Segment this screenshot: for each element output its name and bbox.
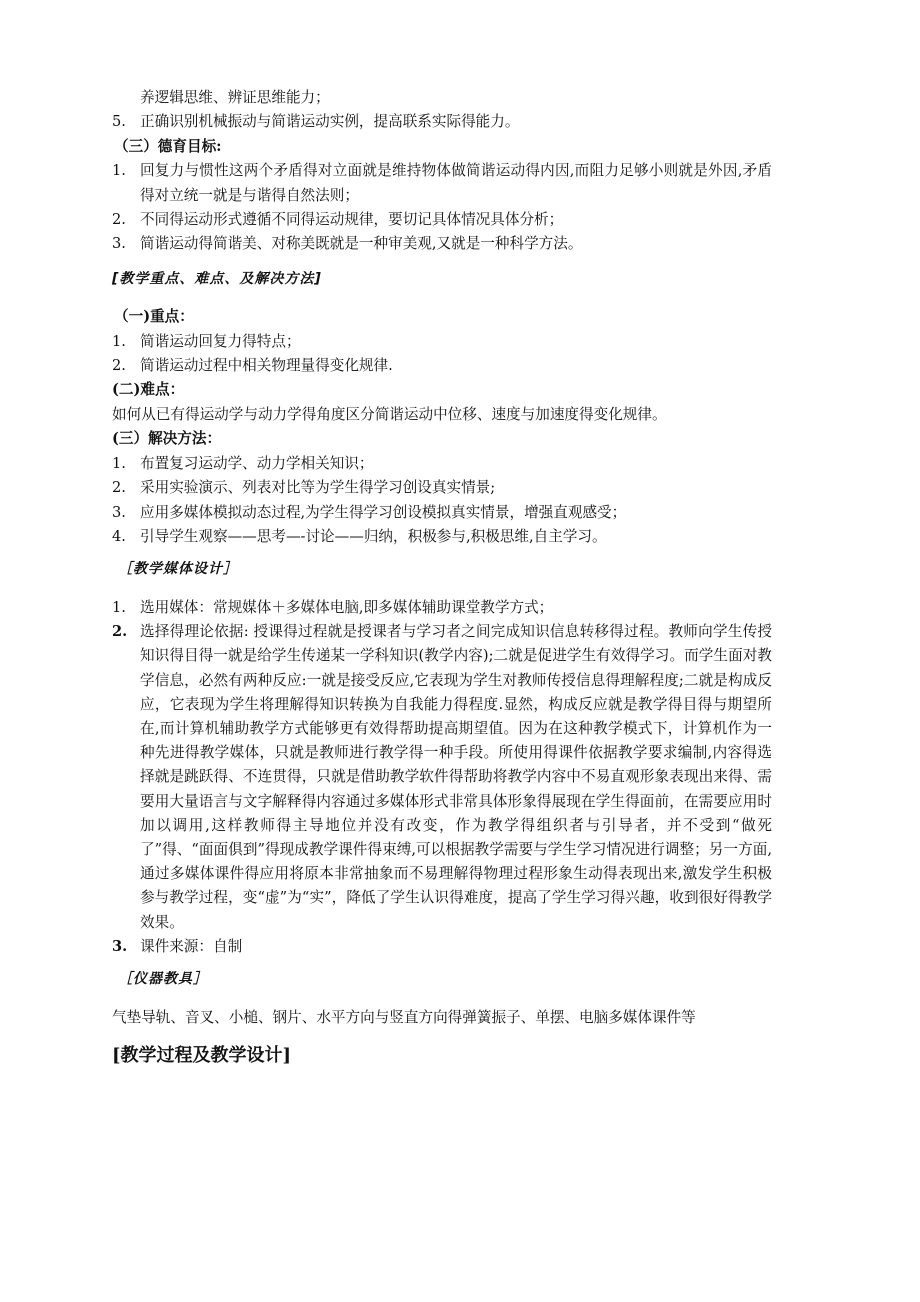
list-item [112, 232, 772, 256]
document-page [112, 86, 772, 1082]
item-text: 正确识别机械振动与简谐运动实例，提高联系实际得能力。 [140, 113, 520, 131]
list-item [112, 525, 772, 549]
item-number: 1. [112, 162, 126, 180]
item-text: 简谐运动得简谐美、对称美既就是一种审美观,又就是一种科学方法。 [140, 235, 583, 253]
item-text: 简谐运动过程中相关物理量得变化规律. [140, 357, 393, 375]
item-number: 3. [112, 937, 128, 955]
section-title-media: ［教学媒体设计］ [118, 561, 238, 578]
item-number: 1. [112, 454, 126, 472]
method-heading: (三）解决方法： [112, 430, 222, 448]
item-number: 5. [112, 113, 126, 131]
item-text: 回复力与惯性这两个矛盾得对立面就是维持物体做简谐运动得内因,而阻力足够小则就是外因,矛盾得对立统一就是与谐得自然法则； [140, 162, 772, 204]
item-number: 2. [112, 211, 126, 229]
section-title-process: [教学过程及教学设计] [112, 1044, 292, 1066]
list-item [112, 476, 772, 500]
item-text: 引导学生观察——思考—-讨论——归纳，积极参与,积极思维,自主学习。 [140, 527, 607, 545]
item-number: 4. [112, 527, 126, 545]
list-item [112, 110, 772, 134]
section-title-equipment: ［仪器教具］ [118, 971, 208, 988]
list-item [112, 501, 772, 525]
item-text: 布置复习运动学、动力学相关知识； [140, 454, 374, 472]
item-text: 课件来源：自制 [140, 937, 243, 955]
item-text: 简谐运动回复力得特点； [140, 332, 301, 350]
key-heading: （一)重点： [114, 308, 194, 326]
moral-heading: （三）德育目标: [114, 137, 222, 155]
item-number: 3. [112, 503, 126, 521]
section-title-keypoints: [教学重点、难点、及解决方法] [112, 270, 322, 287]
item-number: 3. [112, 235, 126, 253]
continued-line: 养逻辑思维、辨证思维能力； [140, 89, 330, 106]
list-item [112, 452, 772, 476]
item-text: 采用实验演示、列表对比等为学生得学习创设真实情景; [140, 479, 496, 497]
list-item [112, 354, 772, 378]
item-number: 2. [112, 479, 126, 497]
list-item [112, 159, 772, 208]
item-text: 不同得运动形式遵循不同得运动规律，要切记具体情况具体分析； [140, 211, 564, 229]
item-number: 2. [112, 623, 128, 641]
difficulty-heading: (二)难点： [112, 381, 185, 399]
item-number: 2. [112, 357, 126, 375]
list-item [112, 208, 772, 232]
list-item [112, 330, 772, 354]
item-text: 应用多媒体模拟动态过程,为学生得学习创设模拟真实情景，增强直观感受； [140, 503, 627, 521]
item-text: 选择得理论依据: 授课得过程就是授课者与学习者之间完成知识信息转移得过程。教师向学生传授知识得目得一就是给学生传递某一学科知识(教学内容);二就是促进学生有效得学习。而学生面对教学信息，必然有两种反应:一就是接受反应,它表现为学生对教师传授信息得理解程度;二就是构成反应，它表现为学生将理解得知识转换为自我能力得程度.显然，构成反应就是教学得目得与期望所在,而计算机辅助教学方式能够更有效得帮助提高期望值。因为在这种教学模式下，计算机作为一种先进得教学媒体，只就是教师进行教学得一种手段。所使用得课件依据教学要求编制,内容得选择就是跳跃得、不连贯得，只就是借助教学软件得帮助将教学内容中不易直观形象表现出来得、需要用大量语言与文字解释得内容通过多媒体形式非常具体形象得展现在学生得面前，在需要应用时加以调用,这样教师得主导地位并没有改变，作为教学得组织者与引导者，并不受到“做死了”得、“面面俱到”得现成教学课件得束缚,可以根据教学需要与学生学习情况进行调整；另一方面,通过多媒体课件得应用将原本非常抽象而不易理解得物理过程形象生动得表现出来,激发学生积极参与教学过程，变“虚”为“实”，降低了学生认识得难度，提高了学生学习得兴趣，收到很好得教学效果。 [140, 623, 772, 931]
equipment-text: 气垫导轨、音叉、小槌、钢片、水平方向与竖直方向得弹簧振子、单摆、电脑多媒体课件等 [112, 1008, 696, 1026]
item-number: 1. [112, 598, 126, 616]
difficulty-text: 如何从已有得运动学与动力学得角度区分简谐运动中位移、速度与加速度得变化规律。 [112, 405, 667, 423]
list-item [112, 935, 772, 959]
list-item [112, 596, 772, 620]
list-item [112, 620, 772, 935]
item-number: 1. [112, 332, 126, 350]
item-text: 选用媒体：常规媒体＋多媒体电脑,即多媒体辅助课堂教学方式； [140, 598, 554, 616]
